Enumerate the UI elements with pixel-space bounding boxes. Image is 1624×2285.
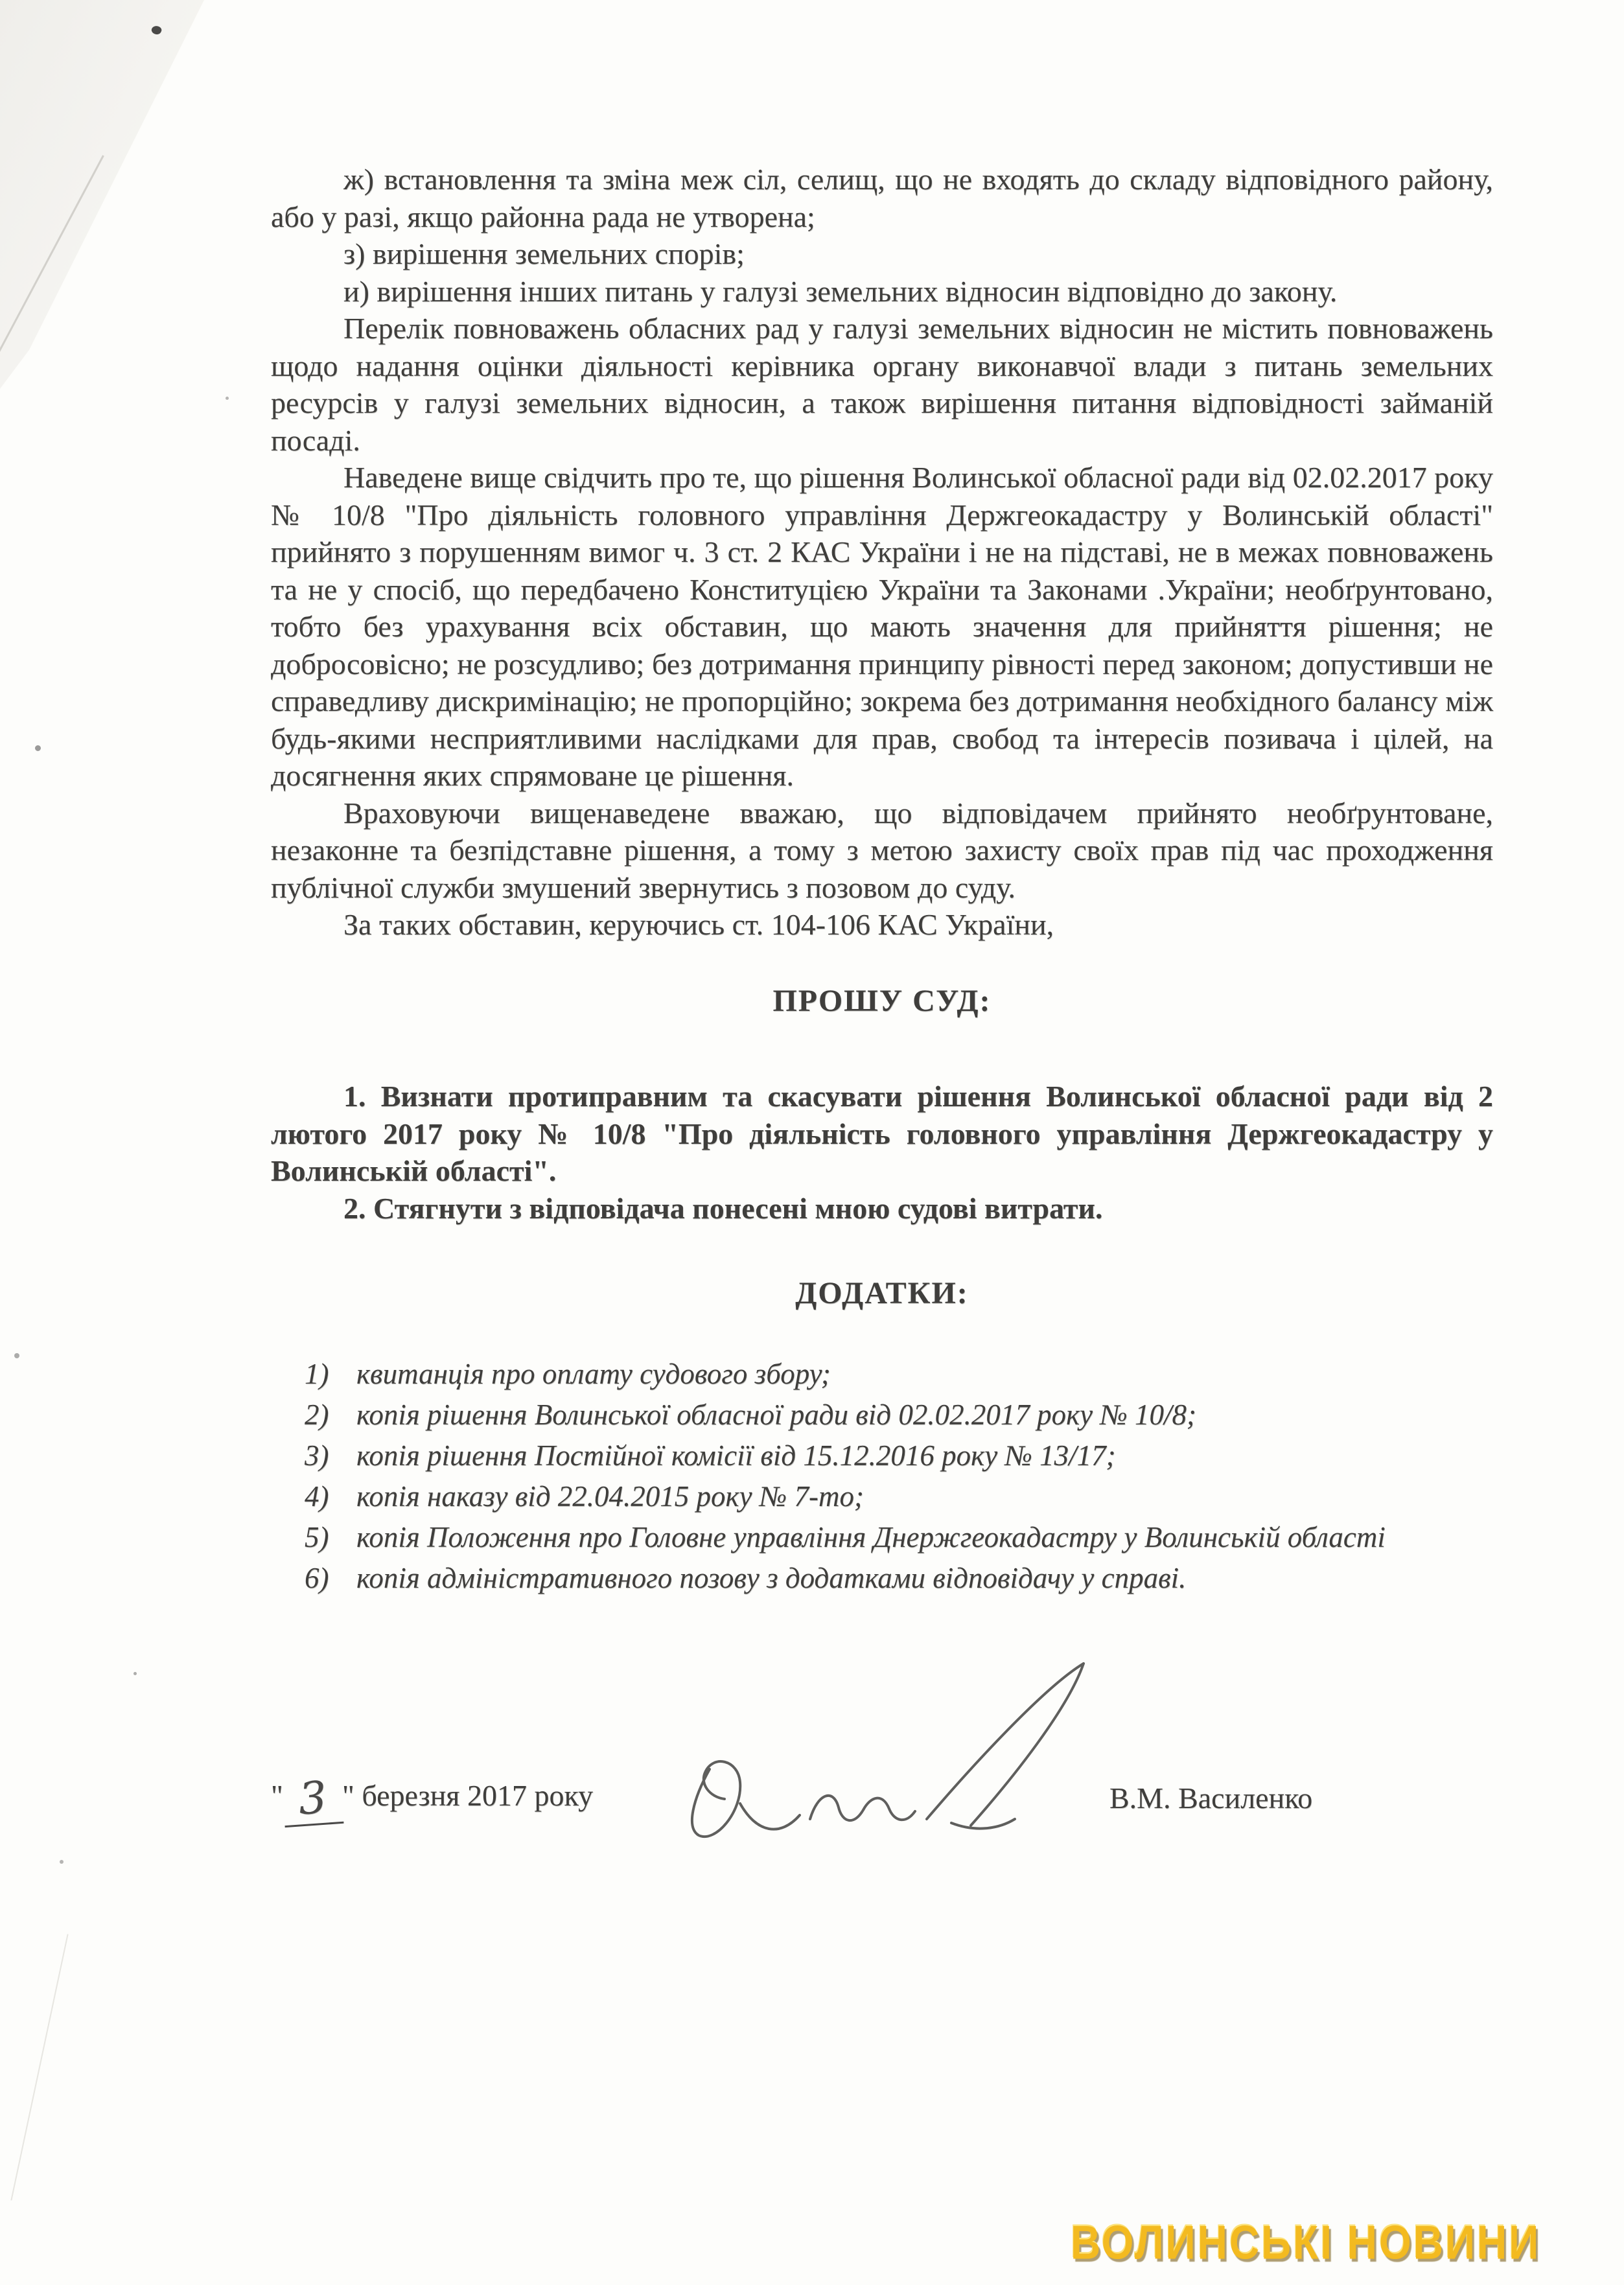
paper-corner-shade: [0, 0, 233, 389]
attachment-item: [305, 1476, 1493, 1517]
attachment-number: 4): [305, 1479, 329, 1513]
paper-fold-line: [10, 1934, 68, 2200]
signer-name: В.М. Василенко: [1109, 1781, 1313, 1815]
request-item-2: 2. Стягнути з відповідача понесені мною судові витрати.: [343, 1191, 1103, 1225]
paragraph-conclusion: Наведене вище свідчить про те, що рішення Волинської обласної ради від 02.02.2017 року № 10/8 "Про діяльність головного управління Держгеокадастру у Волинській області" прийнято з порушенням вимог ч. 3 ст. 2 КАС України і не на підставі, не в межах повноважень та не у спосіб, що передбачено Конституцією України та Законами .України; необґрунтовано, тобто без урахування всіх обставин, що мають значення для прийняття рішення; не добросовісно; не розсудливо; без дотримання принципу рівності перед законом; допустивши не справедливу дискримінацію; не пропорційно; зокрема без дотримання необхідного балансу між будь-якими несприятливими наслідками для прав, свобод та інтересів позивача і цілей, на досягнення яких спрямоване це рішення.: [271, 461, 1493, 792]
attachment-text: копія Положення про Головне управління Днержгеокадастру у Волинській області: [356, 1520, 1386, 1553]
attachment-text: копія наказу від 22.04.2015 року № 7-то;: [356, 1479, 864, 1513]
ink-speck: [60, 1860, 64, 1864]
paragraph-circumstances: За таких обставин, керуючись ст. 104-106 КАС України,: [343, 908, 1054, 941]
watermark-logo: ВОЛИНСЬКІ НОВИНИ: [1071, 2216, 1541, 2269]
attachment-item: [305, 1435, 1493, 1476]
handwritten-day: 3: [281, 1775, 343, 1827]
paragraph-y: и) вирішення інших питань у галузі земельних відносин відповідно до закону.: [343, 274, 1338, 308]
attachment-number: 2): [305, 1398, 329, 1431]
attachment-number: 6): [305, 1561, 329, 1594]
attachment-number: 3): [305, 1439, 329, 1472]
attachment-item: [305, 1517, 1493, 1558]
attachment-number: 1): [305, 1357, 329, 1390]
ink-speck: [14, 1353, 19, 1358]
attachment-text: копія адміністративного позову з додатками відповідачу у справі.: [356, 1561, 1187, 1594]
attachment-text: квитанція про оплату судового збору;: [356, 1357, 831, 1390]
paragraph-considering: Враховуючи вищенаведене вважаю, що відповідачем прийнято необґрунтоване, незаконне та безпідставне рішення, а тому з метою захисту своїх прав під час проходження публічної служби змушений звернутись з позовом до суду.: [271, 796, 1493, 904]
attachment-text: копія рішення Постійної комісії від 15.12.2016 року № 13/17;: [356, 1439, 1116, 1472]
paragraph-powers: Перелік повноважень обласних рад у галузі земельних відносин не містить повноважень щодо надання оцінки діяльності керівника органу виконавчої влади з питань земельних ресурсів у галузі земельних відносин, а також вирішення питання відповідності займаній посаді.: [271, 312, 1493, 457]
request-heading: ПРОШУ СУД:: [772, 983, 992, 1018]
attachment-text: копія рішення Волинської обласної ради від 02.02.2017 року № 10/8;: [356, 1398, 1197, 1431]
body-text: [271, 161, 1493, 1599]
ink-speck: [35, 745, 41, 751]
request-item-1: 1. Визнати протиправним та скасувати рішення Волинської обласної ради від 2 лютого 2017 року № 10/8 "Про діяльність головного управління Держгеокадастру у Волинській області".: [271, 1080, 1493, 1187]
date-line: [271, 1772, 594, 1826]
attachments-list: [271, 1354, 1493, 1599]
attachment-item: [305, 1558, 1493, 1599]
date-text: березня 2017 року: [354, 1779, 594, 1812]
ink-speck: [133, 1672, 137, 1675]
close-quote: ": [342, 1779, 354, 1812]
paragraph-z: з) вирішення земельних спорів;: [343, 237, 745, 270]
signature-scribble: [648, 1649, 1141, 1850]
attachment-item: [305, 1395, 1493, 1435]
open-quote: ": [271, 1779, 283, 1812]
attachment-number: 5): [305, 1520, 329, 1553]
ink-speck: [226, 397, 229, 400]
attachments-heading: ДОДАТКИ:: [795, 1276, 969, 1310]
attachment-item: [305, 1354, 1493, 1395]
paragraph-zh: ж) встановлення та зміна меж сіл, селищ, що не входять до складу відповідного району, або у разі, якщо районна рада не утворена;: [271, 163, 1493, 233]
